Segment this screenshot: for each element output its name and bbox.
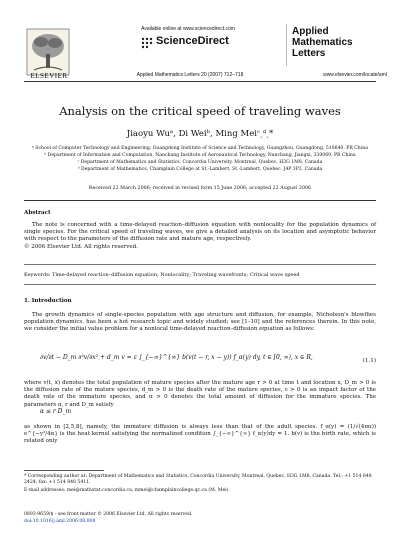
abstract-rule (24, 200, 376, 201)
keywords: Keywords: Time-delayed reaction–diffusion equation; Nonlocality; Traveling wavefronts; Critical wave speed (24, 272, 300, 278)
intro-paragraph: where v(t, x) denotes the total population of mature species after the mature age r > 0 at time t and location x, D_m > 0 is the diffusion rate of the mature species, d_m > 0 is the death rate of the mature species, ε > 0 is an impact factor of the death rate of the immature species, and α > 0 denotes the total amount of diffusion for the immature species. The parameters α, r and D_m satisfy (24, 380, 376, 408)
intro-paragraph: as shown in [2,5,8], namely, the immature diffusion is always less than that of the adult species. f_α(y) = (1/√(4πα)) e^{−y²/4α} is the heat kernel satisfying the normalized condition ∫_{−∞}^{∞} f_α(y)dy = 1. b(v) is the birth rate, which is related only (24, 424, 376, 445)
journal-title-line: Letters (292, 48, 326, 59)
corresponding-author-note: * Corresponding author at: Department of Mathematics and Statistics, Concordia University, Montreal, Quebec, H3G 1M8, Canada. Tel.: +1 514 848 2424; fax: +1 514 848 5411. (24, 474, 372, 485)
affiliation: ᶜ Department of Mathematics and Statistics, Concordia University, Montreal, Quebec, H3G 1M8, Canada (77, 160, 323, 165)
footnote-rule (24, 470, 104, 471)
email-addresses: E-mail addresses: mei@mathstat.concordia.ca, mmei@champlaincollege.qc.ca (M. Mei). (24, 488, 230, 493)
journal-title-line: Applied (292, 26, 329, 37)
paper-title: Analysis on the critical speed of traveling waves (59, 104, 341, 118)
journal-title-line: Mathematics (292, 37, 353, 48)
elsevier-tree-icon (26, 28, 70, 76)
equation-number: (1.1) (362, 358, 376, 364)
journal-reference: Applied Mathematics Letters 20 (2007) 712–718 (136, 72, 244, 78)
affiliation: ᵈ Department of Mathematics, Champlain College at St.-Lambert, St.-Lambert, Quebec, J4P 3P2, Canada (77, 167, 323, 172)
received-dates: Received 22 March 2006; received in revised form 15 June 2006; accepted 22 August 2006 (88, 186, 312, 191)
journal-url[interactable]: www.elsevier.com/locate/aml (323, 72, 387, 78)
abstract-heading: Abstract (24, 210, 51, 216)
journal-title (292, 26, 382, 59)
available-online-text: Available online at www.sciencedirect.com (141, 26, 235, 32)
affiliation: ᵃ School of Computer Technology and Engineering, Guangdong Institute of Science and Technology, Guangzhou, Guangdong, 510640, PR China (32, 146, 368, 151)
keywords-rule (24, 264, 376, 265)
abstract-copyright: © 2006 Elsevier Ltd. All rights reserved. (24, 244, 138, 250)
header-rule (24, 81, 376, 82)
issn-line: 0893-9659/$ - see front matter © 2006 Elsevier Ltd. All rights reserved. (24, 512, 193, 517)
doi-link[interactable]: doi:10.1016/j.aml.2006.08.008 (24, 519, 96, 524)
sciencedirect-logo-text: ScienceDirect (156, 35, 229, 47)
intro-paragraph: The growth dynamics of single-species population with age structure and diffusion, for example, Nicholson's blowflies population dynamics, has been a hot research topic and widely studied; see [1–10] and the references therein. In this note, we consider the initial value problem for a nonlocal time-delayed reaction–diffusion equation as follows: (24, 312, 376, 333)
inequality: α ≤ r D_m (40, 408, 72, 415)
keywords-rule-bottom (24, 284, 376, 285)
abstract-text: The note is concerned with a time-delayed reaction–diffusion equation with nonlocality for the population dynamics of single species. For the critical speed of traveling waves, we give a detailed analysis on its location and asymptotic behavior with respect to the parameters of the diffusion rate and mature age, respectively. (24, 222, 376, 243)
intro-heading: 1. Introduction (24, 298, 72, 304)
author-list: Jiaoyu Wuᵃ, Di Weiᵇ, Ming Meiᶜˎᵈˎ* (126, 129, 274, 139)
affiliation: ᵇ Department of Information and Computation, Nanchang Institute of Aeronautical Technology, Nanchang, Jiangxi, 330069, PR China (44, 153, 356, 158)
publisher-name: ELSEVIER (30, 72, 68, 80)
sciencedirect-logo-icon (140, 36, 154, 50)
equation-1-1: ∂v/∂t − D_m ∂²v/∂x² + d_m v = ε ∫_{−∞}^{∞} b(v(t − r, x − y)) f_α(y) dy, t ∈ [0, ∞), x ∈ R, (40, 354, 313, 361)
